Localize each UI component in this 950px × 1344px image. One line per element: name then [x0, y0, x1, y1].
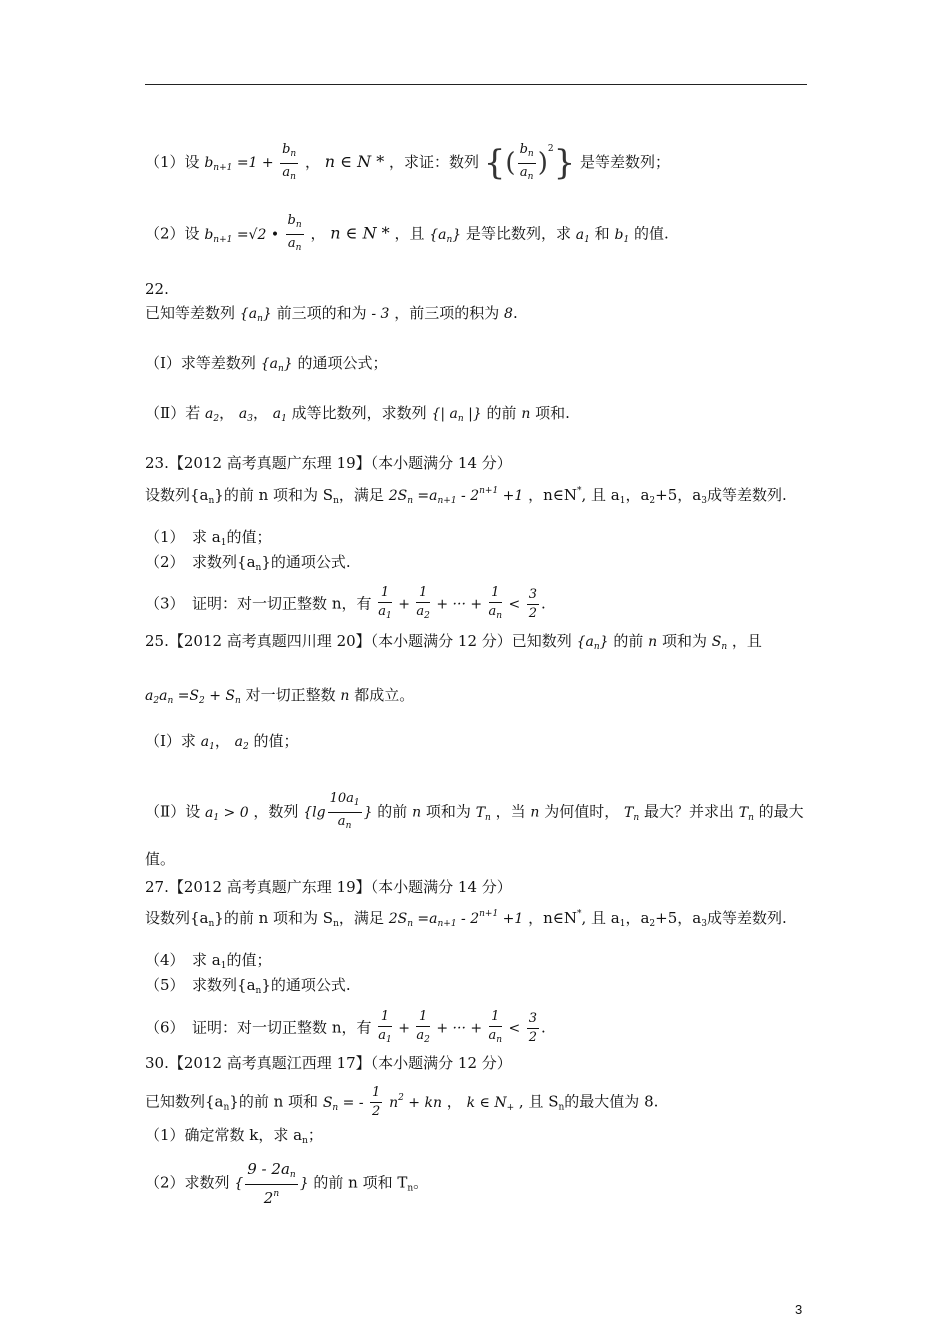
text-fragment: ，前三项的积为 [394, 304, 500, 322]
text-fragment: 1 [220, 961, 227, 971]
text-fragment: } [363, 804, 373, 821]
text-fragment: 的值； [253, 732, 299, 750]
text-fragment: a [200, 734, 210, 750]
text-fragment: 2 [547, 144, 554, 154]
text-fragment: ，数列 [253, 802, 299, 821]
text-fragment: < [504, 1020, 525, 1037]
q21-part2 [145, 212, 669, 257]
text-fragment: 的前 [377, 802, 408, 821]
q23-part3 [145, 584, 546, 625]
text-fragment: 1 [353, 798, 360, 808]
text-fragment: =a [412, 911, 438, 927]
text-fragment: } [283, 356, 293, 372]
text-fragment: n [277, 364, 284, 374]
text-fragment: b [204, 155, 214, 171]
text-fragment: n+1 [213, 234, 233, 245]
text-fragment: ，当 [495, 802, 526, 821]
text-fragment: （Ⅰ）求 [145, 732, 196, 750]
text-fragment: S [322, 1094, 333, 1111]
text-fragment: 是等差数列； [580, 153, 671, 171]
q25-heading [145, 630, 762, 658]
text-fragment: 的通项公式； [297, 354, 388, 372]
text-fragment: } [599, 634, 609, 650]
text-fragment: 1 [489, 584, 503, 603]
text-fragment: 9 - 2a [247, 1160, 290, 1178]
text-fragment: n+1 [213, 163, 233, 173]
text-fragment: n [345, 821, 352, 831]
text-fragment: }的通项公式. [261, 976, 351, 994]
text-fragment: ，且 [394, 224, 425, 243]
text-fragment: }的前 n 项和为 S [214, 486, 334, 504]
text-fragment: 前三项的和为 [276, 304, 367, 322]
text-fragment: a [378, 604, 387, 619]
text-fragment: , 且 a [581, 909, 620, 927]
text-fragment: 是等比数列，求 [466, 224, 572, 243]
text-fragment: 的前 [486, 404, 517, 422]
text-fragment: ，满足 [338, 909, 384, 927]
q27-statement [145, 903, 787, 935]
text-fragment: =1 + [232, 155, 279, 171]
text-fragment: 成等比数列，求数列 [291, 404, 427, 422]
text-fragment: n [167, 696, 174, 706]
text-fragment: 的前 [613, 632, 644, 650]
text-fragment: n [457, 414, 464, 424]
text-fragment: n [527, 148, 534, 159]
text-fragment: n [496, 611, 503, 621]
text-fragment: ，满足 [338, 486, 384, 504]
text-fragment: 1 [370, 1084, 382, 1103]
text-fragment: 2 [528, 1030, 538, 1045]
text-fragment: . [512, 304, 518, 322]
text-fragment: =S [173, 688, 200, 704]
text-fragment: 的值. [633, 224, 669, 243]
text-fragment: * [576, 486, 582, 496]
text-fragment: n [446, 234, 453, 245]
text-fragment: ， [214, 732, 230, 750]
text-fragment: n [407, 496, 413, 506]
text-fragment: n [521, 406, 531, 422]
text-fragment: a [272, 406, 282, 422]
text-fragment: a [238, 406, 248, 422]
text-fragment: n [257, 314, 263, 324]
text-fragment: 成等差数列. [706, 909, 787, 927]
q22-number: 22. [145, 280, 169, 298]
text-fragment: {a [576, 634, 594, 650]
text-fragment: 1 [281, 414, 287, 424]
text-fragment: n [340, 688, 350, 704]
q21-part1: （1）设 $b_{n+1} =1$ + $\frac{b_n}{a_n}$ ， n ∈ N * ，求证：数列 {( $\frac{b_n}{a_n}$ )$^2$} 是等差数列； [145, 138, 670, 186]
q30-statement [145, 1084, 658, 1121]
text-fragment: n [235, 696, 241, 706]
text-fragment: （4） 求 a [145, 951, 221, 969]
text-fragment: n [290, 148, 297, 159]
text-fragment: （Ⅱ）若 [145, 404, 201, 422]
q27-part6 [145, 1008, 546, 1049]
text-fragment: 1 [619, 919, 626, 929]
text-fragment: 2 [649, 496, 656, 506]
text-fragment: T [475, 804, 486, 821]
text-fragment: {a [239, 306, 258, 322]
text-fragment: 2S [388, 911, 408, 927]
text-fragment: n [721, 642, 728, 652]
text-fragment: ，求证：数列 [388, 153, 479, 171]
text-fragment: + ··· + [431, 1020, 487, 1037]
text-fragment: |} [463, 406, 482, 422]
text-fragment: , 且 a [581, 486, 620, 504]
text-fragment: n [389, 1094, 399, 1111]
q23-part2 [145, 551, 351, 579]
text-fragment: 3 [527, 1010, 539, 1029]
text-fragment: < [504, 596, 525, 613]
text-fragment: 2S [388, 488, 408, 504]
text-fragment: * [576, 909, 582, 919]
text-fragment: } [262, 306, 272, 322]
text-fragment: 1 [619, 496, 626, 506]
text-fragment: 3 [247, 414, 253, 424]
text-fragment: =a [412, 488, 438, 504]
text-fragment: 3 [701, 496, 707, 506]
text-fragment: ，a [625, 909, 650, 927]
text-fragment: n ∈ N * [324, 152, 385, 171]
text-fragment: 1 [584, 234, 590, 245]
text-fragment: . [541, 1018, 546, 1037]
text-fragment: n+1 [479, 909, 499, 919]
text-fragment: a [204, 804, 214, 821]
text-fragment: } [452, 226, 462, 243]
text-fragment: n [255, 986, 262, 996]
text-fragment: , 且 S [518, 1092, 559, 1111]
text-fragment: - 2 [456, 488, 480, 504]
text-fragment: 2 [424, 1035, 430, 1045]
text-fragment: a [287, 236, 296, 251]
q27-heading: 27.【2012 高考真题广东理 19】（本小题满分 14 分） [145, 878, 512, 896]
text-fragment: n [289, 1170, 296, 1180]
text-fragment: 1 [209, 742, 215, 752]
text-fragment: 2 [649, 919, 656, 929]
text-fragment: ，a [625, 486, 650, 504]
text-fragment: + kn [403, 1094, 442, 1111]
text-fragment: （5） 求数列{a [145, 976, 256, 994]
text-fragment: n [407, 919, 413, 929]
text-fragment: ； [307, 1126, 323, 1144]
text-fragment: （Ⅰ）求等差数列 [145, 354, 256, 372]
text-fragment: 2 [372, 1104, 381, 1119]
text-fragment: =√2 • [232, 226, 284, 243]
text-fragment: n [295, 243, 302, 253]
text-fragment: （3） 证明：对一切正整数 n，有 [145, 594, 372, 613]
text-fragment: 1 [378, 584, 392, 603]
text-fragment: } [299, 1175, 309, 1192]
text-fragment: a [575, 226, 585, 243]
text-fragment: 1 [489, 1008, 503, 1027]
text-fragment: n [633, 812, 640, 823]
text-fragment: b [519, 141, 528, 157]
text-fragment: {lg [303, 804, 326, 821]
text-fragment: n [527, 171, 534, 182]
q23-heading: 23.【2012 高考真题广东理 19】（本小题满分 14 分） [145, 454, 512, 472]
text-fragment: 为何值时， [544, 802, 620, 821]
text-fragment: n [255, 563, 262, 573]
q22-statement [145, 302, 518, 330]
text-fragment: n+1 [437, 496, 457, 506]
text-fragment: b [287, 213, 296, 228]
text-fragment: 2 [242, 742, 249, 752]
text-fragment: n [593, 642, 600, 652]
text-fragment: 1 [623, 234, 630, 245]
text-fragment: （1）确定常数 k，求 a [145, 1126, 303, 1144]
text-fragment: n [223, 1102, 230, 1113]
text-fragment: （6） 证明：对一切正整数 n，有 [145, 1018, 372, 1037]
q25-part1 [145, 730, 299, 758]
text-fragment: a [145, 688, 154, 704]
text-fragment: n [208, 496, 215, 506]
text-fragment: + S [204, 688, 235, 704]
text-fragment: 1 [378, 1008, 392, 1027]
text-fragment: 设数列{a [145, 486, 209, 504]
text-fragment: +1 [498, 911, 524, 927]
text-fragment: 10a [329, 791, 354, 806]
text-fragment: 已知等差数列 [145, 304, 236, 322]
text-fragment: - 2 [456, 911, 480, 927]
text-fragment: （Ⅱ）设 [145, 802, 201, 821]
q30-heading: 30.【2012 高考真题江西理 17】（本小题满分 12 分） [145, 1054, 512, 1072]
text-fragment: b [282, 141, 291, 157]
text-fragment: n [558, 1102, 565, 1113]
fraction [280, 141, 298, 186]
q25-condition [145, 684, 414, 712]
text-fragment: 2 [424, 611, 430, 621]
text-fragment: + [393, 596, 415, 613]
text-fragment: n [273, 1189, 280, 1199]
text-fragment: ， [252, 404, 268, 422]
text-fragment: 3 [701, 919, 707, 929]
text-fragment: +1 [498, 488, 524, 504]
q25-part2-wrap: 值。 [145, 850, 176, 868]
text-fragment: 都成立。 [354, 686, 415, 704]
text-fragment: 设数列{a [145, 909, 209, 927]
text-fragment: 8 [504, 306, 513, 322]
text-fragment: ，且 [731, 632, 762, 650]
text-fragment: a [519, 164, 528, 180]
text-fragment: { [234, 1175, 244, 1192]
text-fragment: 的最大 [758, 802, 804, 821]
text-fragment: n [208, 919, 215, 929]
header-rule [145, 84, 807, 85]
text-fragment: T [624, 804, 634, 821]
text-fragment: }的前 n 项和 [229, 1092, 319, 1111]
q27-part4 [145, 949, 272, 977]
text-fragment: n ∈ N * [330, 223, 390, 243]
text-fragment: 的值； [226, 951, 272, 969]
text-fragment: a [282, 164, 291, 180]
text-fragment: 。 [413, 1173, 429, 1192]
text-fragment: 最大？并求出 [643, 802, 734, 821]
text-fragment: n [496, 1035, 503, 1045]
text-fragment: 1 [213, 812, 220, 823]
text-fragment: a [159, 688, 168, 704]
text-fragment: {a [260, 356, 278, 372]
text-fragment: +5，a [655, 486, 702, 504]
text-fragment: 3 [527, 586, 539, 605]
text-fragment: 的最大值为 8. [564, 1092, 659, 1111]
text-fragment: n [412, 804, 422, 821]
text-fragment: 2 [153, 696, 160, 706]
text-fragment: 2 [199, 696, 205, 706]
text-fragment: a [416, 604, 425, 619]
text-fragment: n [748, 812, 754, 823]
text-fragment: a [416, 1028, 425, 1043]
text-fragment: 1 [416, 1008, 430, 1027]
text-fragment: ，n∈N [528, 486, 577, 504]
text-fragment: a [337, 814, 346, 829]
text-fragment: a [204, 406, 214, 422]
text-fragment: a [378, 1028, 387, 1043]
text-fragment: n+1 [437, 919, 457, 929]
q22-part2 [145, 402, 570, 430]
q30-part1 [145, 1124, 323, 1152]
text-fragment: = - [338, 1094, 369, 1111]
text-fragment: n [333, 496, 339, 506]
text-fragment: T [738, 804, 749, 821]
text-fragment: n [485, 812, 491, 823]
text-fragment: 1 [220, 538, 227, 548]
text-fragment: a [234, 734, 243, 750]
text-fragment: n [332, 1102, 339, 1113]
text-fragment: {| a [431, 406, 458, 422]
text-fragment: ， [310, 224, 326, 243]
text-fragment: 的值； [226, 528, 272, 546]
text-fragment: n [407, 1183, 414, 1194]
text-fragment: 和 [594, 224, 610, 243]
text-fragment: + ··· + [431, 596, 487, 613]
text-fragment: + [506, 1102, 515, 1113]
text-fragment: a [488, 604, 497, 619]
text-fragment: （1）设 [145, 153, 200, 171]
text-fragment: n [530, 804, 540, 821]
text-fragment: 项和为 [661, 632, 707, 650]
text-fragment: S [711, 634, 722, 650]
text-fragment: + [393, 1020, 415, 1037]
text-fragment: 的前 n 项和 T [313, 1173, 408, 1192]
text-fragment: a [488, 1028, 497, 1043]
text-fragment: （1） 求 a [145, 528, 221, 546]
text-fragment: k ∈ N [466, 1094, 507, 1111]
text-fragment: 2 [398, 1092, 404, 1103]
text-fragment: 25.【2012 高考真题四川理 20】（本小题满分 12 分）已知数列 [145, 632, 572, 650]
q22-part1 [145, 352, 388, 380]
text-fragment: +5，a [655, 909, 702, 927]
text-fragment: b [614, 226, 624, 243]
text-fragment: ，n∈N [528, 909, 577, 927]
text-fragment: . [541, 594, 546, 613]
text-fragment: （2） 求数列{a [145, 553, 256, 571]
q30-part2 [145, 1160, 428, 1207]
text-fragment: n [648, 634, 658, 650]
q23-statement [145, 480, 787, 512]
q23-part1 [145, 526, 272, 554]
text-fragment: 2 [528, 606, 538, 621]
text-fragment: 2 [213, 414, 220, 424]
text-fragment: （2）求数列 [145, 1173, 230, 1192]
text-fragment: 1 [416, 584, 430, 603]
text-fragment: 项和. [535, 404, 570, 422]
text-fragment: {a [429, 226, 447, 243]
text-fragment: - 3 [371, 306, 390, 322]
text-fragment: n+1 [479, 486, 499, 496]
q25-part2 [145, 790, 804, 835]
text-fragment: 1 [386, 611, 392, 621]
text-fragment: n [290, 171, 296, 182]
text-fragment: 已知数列{a [145, 1092, 224, 1111]
text-fragment: 对一切正整数 [245, 686, 336, 704]
text-fragment: }的前 n 项和为 S [214, 909, 334, 927]
page-number: 3 [795, 1302, 803, 1317]
text-fragment: 2 [263, 1189, 274, 1207]
text-fragment: 1 [386, 1035, 392, 1045]
text-fragment: n [333, 919, 339, 929]
text-fragment: ， [219, 404, 235, 422]
q27-part5 [145, 974, 351, 1002]
text-fragment: （2）设 [145, 224, 200, 243]
text-fragment: > 0 [219, 804, 249, 821]
text-fragment: b [204, 226, 214, 243]
text-fragment: n [302, 1136, 308, 1146]
text-fragment: ， [446, 1092, 462, 1111]
text-fragment: n [295, 220, 302, 230]
text-fragment: 项和为 [425, 802, 471, 821]
text-fragment: 成等差数列. [706, 486, 787, 504]
text-fragment: ， [305, 153, 321, 171]
text-fragment: }的通项公式. [261, 553, 351, 571]
